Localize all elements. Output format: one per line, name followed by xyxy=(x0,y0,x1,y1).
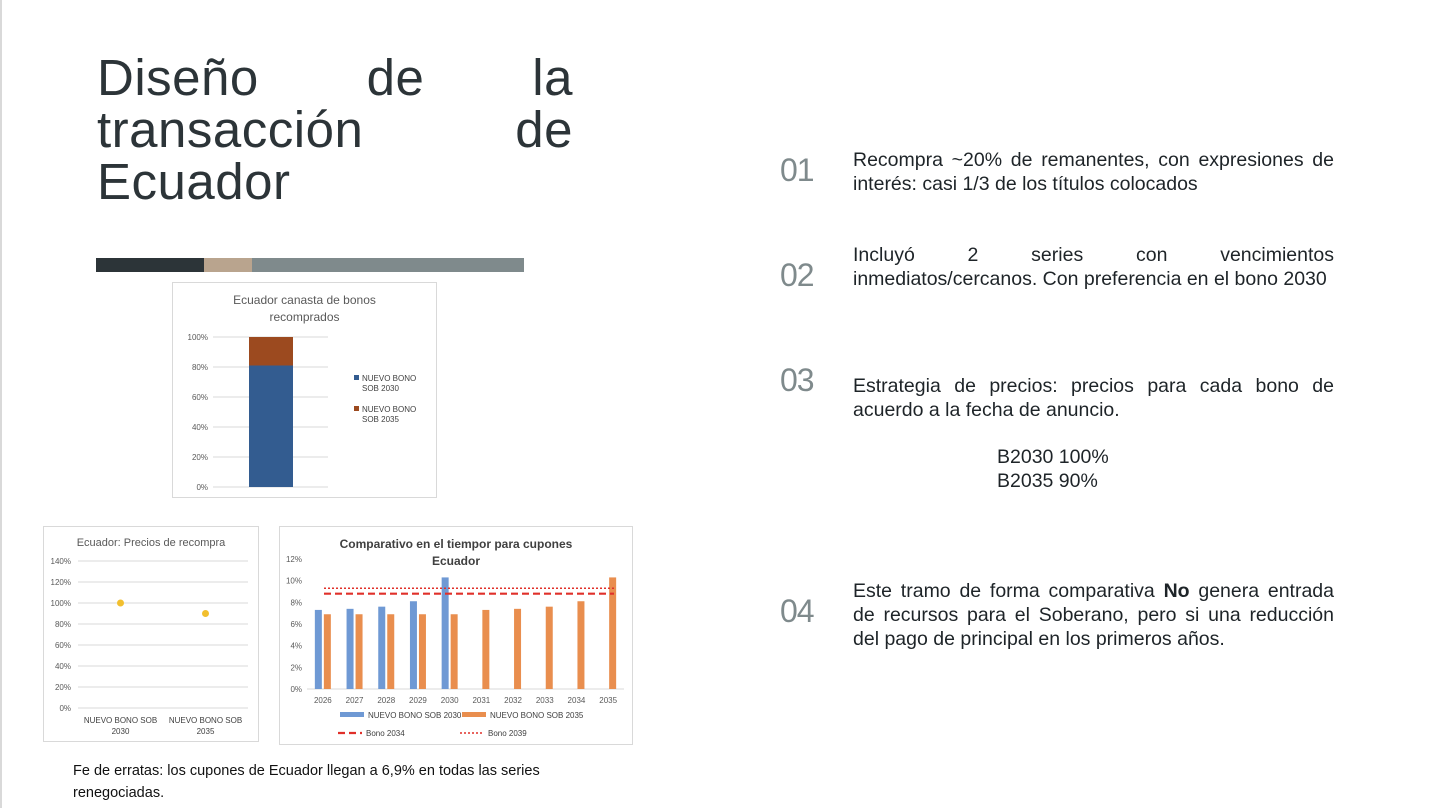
bar xyxy=(419,614,426,689)
x-tick-label-line1: NUEVO BONO SOB xyxy=(83,716,158,725)
bar xyxy=(356,614,363,689)
accent-bar xyxy=(96,258,524,272)
accent-segment-gray xyxy=(252,258,524,272)
x-tick-label: 2033 xyxy=(535,696,554,705)
y-tick-label: 60% xyxy=(54,641,71,650)
legend-label: Bono 2034 xyxy=(366,729,405,738)
slide-left-border xyxy=(0,0,2,808)
bar-segment xyxy=(249,366,293,488)
x-tick-label: 2030 xyxy=(440,696,459,705)
legend-label-line2: SOB 2035 xyxy=(362,415,399,424)
item-text-before: Este tramo de forma comparativa xyxy=(853,580,1164,602)
bar-segment xyxy=(249,337,293,366)
y-tick-label: 60% xyxy=(191,393,208,402)
cupones-chart-title: Comparativo en el tiempor para cupones Ecuador xyxy=(339,537,573,568)
y-tick-label: 2% xyxy=(290,663,302,673)
price-b2030: B2030 100% xyxy=(997,446,1109,468)
y-tick-label: 0% xyxy=(196,483,208,492)
accent-segment-dark xyxy=(96,258,204,272)
y-tick-label: 40% xyxy=(54,662,71,671)
cupones-chart xyxy=(279,526,633,745)
bar xyxy=(315,610,322,689)
legend-marker xyxy=(354,375,359,380)
legend-label: Bono 2039 xyxy=(488,729,527,738)
bar xyxy=(347,609,354,689)
y-tick-label: 20% xyxy=(191,453,208,462)
y-tick-label: 10% xyxy=(285,576,302,586)
y-tick-label: 80% xyxy=(54,620,71,629)
price-b2035: B2035 90% xyxy=(997,470,1098,492)
bar xyxy=(482,610,489,689)
bar xyxy=(546,607,553,689)
legend-marker xyxy=(340,712,364,717)
y-tick-label: 8% xyxy=(290,598,302,608)
x-tick-label: 2027 xyxy=(345,696,364,705)
precios-chart-title: Ecuador: Precios de recompra xyxy=(76,537,226,549)
precios-chart-svg xyxy=(44,527,260,743)
bar xyxy=(514,609,521,689)
y-tick-label: 0% xyxy=(59,704,71,713)
x-tick-label-line2: 2035 xyxy=(196,727,215,736)
item-text: Estrategia de precios: precios para cada bono de acuerdo a la fecha de anuncio. xyxy=(853,375,1334,421)
legend-label-line1: NUEVO BONO xyxy=(362,374,417,383)
item-text-bold: No xyxy=(1163,580,1190,602)
bar xyxy=(387,614,394,689)
y-tick-label: 4% xyxy=(290,641,302,651)
cupones-chart-svg xyxy=(280,527,634,746)
accent-segment-tan xyxy=(204,258,252,272)
x-tick-label: 2031 xyxy=(472,696,491,705)
item-text-after: genera entrada de recursos para el Soberano, pero si una reducción del pago de principal en los primeros años. xyxy=(853,580,1334,650)
item-number: 02 xyxy=(780,257,814,293)
legend-marker xyxy=(462,712,486,717)
item-text: Recompra ~20% de remanentes, con expresiones de interés: casi 1/3 de los títulos colocados xyxy=(853,149,1334,195)
legend-marker xyxy=(354,406,359,411)
bar xyxy=(324,614,331,689)
y-tick-label: 100% xyxy=(50,599,71,608)
data-point xyxy=(202,610,209,617)
y-tick-label: 0% xyxy=(290,685,302,694)
price-list xyxy=(997,445,1109,493)
item-number: 01 xyxy=(780,152,814,188)
x-tick-label-line2: 2030 xyxy=(111,727,130,736)
y-tick-label: 80% xyxy=(191,363,208,372)
canasta-chart-title: Ecuador canasta de bonos recomprados xyxy=(233,293,376,324)
precios-chart xyxy=(43,526,259,742)
y-tick-label: 12% xyxy=(285,555,302,564)
item-number: 03 xyxy=(780,362,814,398)
y-tick-label: 40% xyxy=(191,423,208,432)
legend-label: NUEVO BONO SOB 2030 xyxy=(368,711,462,720)
slide-title: Diseño de la transacción de Ecuador xyxy=(97,49,573,210)
canasta-chart-svg xyxy=(173,283,438,499)
item-number: 04 xyxy=(780,593,814,629)
y-tick-label: 20% xyxy=(54,683,71,692)
legend-label-line1: NUEVO BONO xyxy=(362,405,417,414)
bar xyxy=(410,601,417,689)
data-point xyxy=(117,600,124,607)
y-tick-label: 140% xyxy=(50,557,71,566)
x-tick-label: 2029 xyxy=(409,696,427,705)
x-tick-label: 2028 xyxy=(377,696,396,705)
x-tick-label-line1: NUEVO BONO SOB xyxy=(168,716,243,725)
legend-label-line2: SOB 2030 xyxy=(362,384,399,393)
canasta-chart xyxy=(172,282,437,498)
errata-note: Fe de erratas: los cupones de Ecuador llegan a 6,9% en todas las series renegociadas. xyxy=(73,763,540,801)
item-text xyxy=(853,579,1334,651)
y-tick-label: 120% xyxy=(50,578,71,587)
item-text: Incluyó 2 series con vencimientos inmediatos/cercanos. Con preferencia en el bono 2030 xyxy=(853,244,1334,290)
y-tick-label: 100% xyxy=(187,333,208,342)
legend-label: NUEVO BONO SOB 2035 xyxy=(490,711,584,720)
x-tick-label: 2026 xyxy=(313,696,332,705)
y-tick-label: 6% xyxy=(290,620,302,629)
x-tick-label: 2035 xyxy=(599,696,618,705)
x-tick-label: 2032 xyxy=(504,696,522,705)
bar xyxy=(577,601,584,689)
x-tick-label: 2034 xyxy=(567,696,586,705)
bar xyxy=(378,607,385,689)
bar xyxy=(451,614,458,689)
